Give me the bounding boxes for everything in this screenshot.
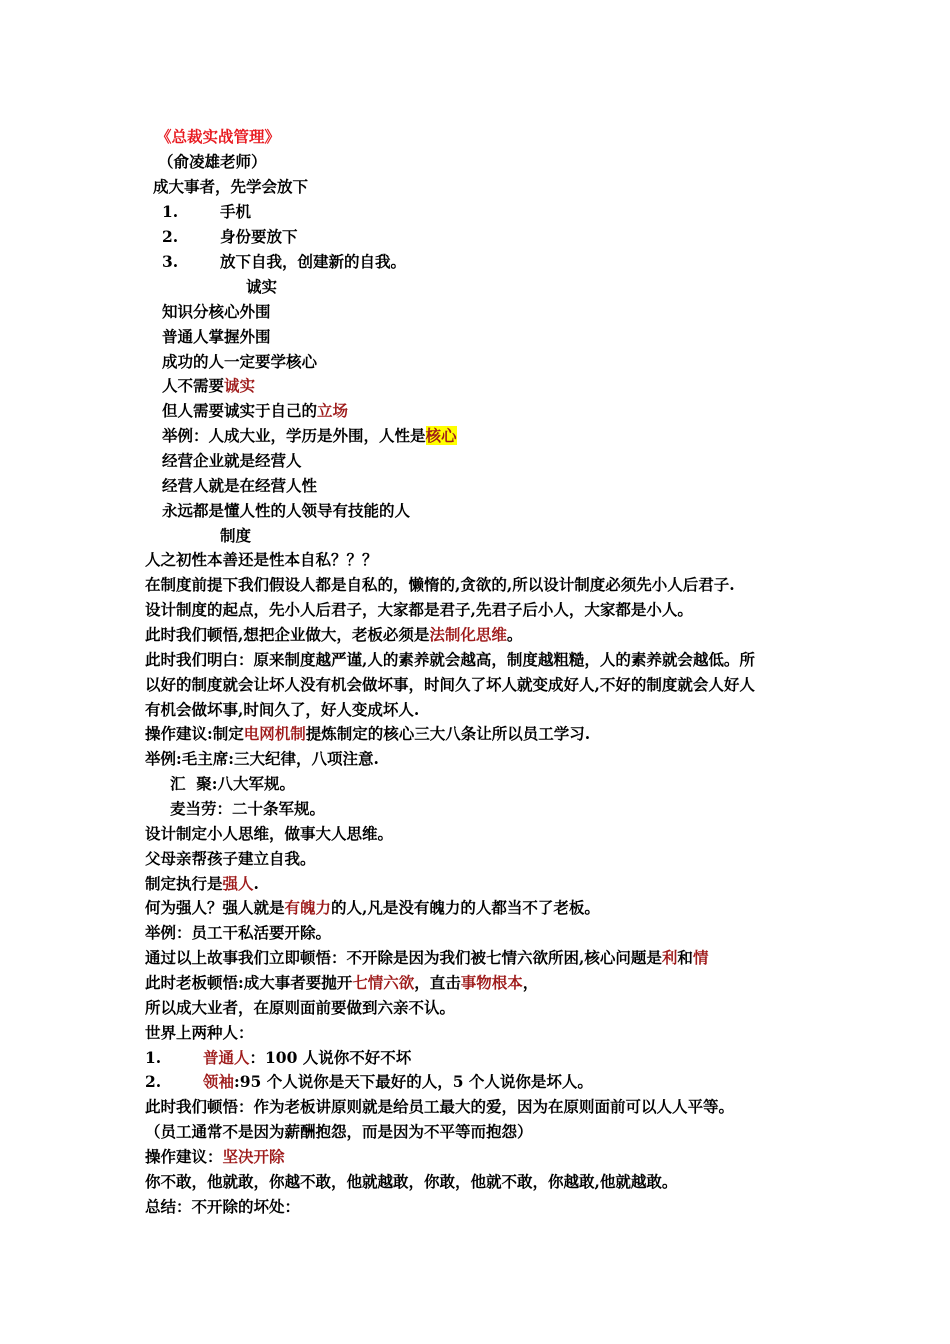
text: 和 (677, 948, 693, 967)
para-23: 总结：不开除的坏处： (145, 1197, 301, 1216)
text: 此时老板顿悟:成大事者要抛开 (145, 973, 353, 992)
title-text: 《总裁实战管理》 (156, 127, 281, 146)
list2-item-2 (145, 1072, 593, 1092)
emphasis: 七情六欲 (352, 973, 415, 992)
list-number: 3. (162, 252, 179, 271)
text: 人不需要 (162, 376, 225, 395)
emphasis: 电网机制 (243, 724, 306, 743)
emphasis: 普通人 (203, 1048, 250, 1067)
s1-line-8: 经营人就是在经营人性 (162, 476, 318, 495)
s1-line-7: 经营企业就是经营人 (162, 451, 302, 470)
emphasis: 立场 (317, 401, 349, 420)
s1-line-2: 普通人掌握外围 (162, 327, 271, 346)
text: ：100 人说你不好不坏 (249, 1048, 412, 1067)
para-21 (145, 1147, 285, 1167)
emphasis: 事物根本 (460, 973, 523, 992)
text: 提炼制定的核心三大八条让所以员工学习. (305, 724, 591, 743)
para-9: 麦当劳：二十条军规。 (170, 799, 326, 818)
para-5-line-2: 以好的制度就会让坏人没有机会做坏事，时间久了坏人就变成好人,不好的制度就会人好人 (145, 675, 755, 694)
doc-title (156, 127, 280, 147)
text: ，直击 (414, 973, 461, 992)
text: . (253, 874, 259, 893)
s1-line-9: 永远都是懂人性的人领导有技能的人 (162, 501, 411, 520)
intro-line: 成大事者，先学会放下 (153, 177, 309, 196)
list2-item-1 (145, 1048, 411, 1068)
para-19: 此时我们顿悟：作为老板讲原则就是给员工最大的爱，因为在原则面前可以人人平等。 (145, 1097, 735, 1116)
para-5-line-1: 此时我们明白：原来制度越严谨,人的素养就会越高，制度越粗糙，人的素养就会越低。所 (145, 650, 755, 669)
emphasis: 诚实 (224, 376, 256, 395)
text: 的人,凡是没有魄力的人都当不了老板。 (331, 898, 600, 917)
para-2: 在制度前提下我们假设人都是自私的，懒惰的,贪欲的,所以设计制度必须先小人后君子. (145, 575, 735, 594)
list-number: 1. (145, 1048, 162, 1067)
text: 操作建议： (145, 1147, 223, 1166)
text: 举例：人成大业，学历是外围，人性是 (162, 426, 426, 445)
list-text: 放下自我，创建新的自我。 (220, 252, 407, 271)
emphasis: 情 (692, 948, 709, 967)
author-line: （俞凌雄老师） (158, 152, 267, 171)
para-10: 设计制定小人思维，做事大人思维。 (145, 824, 394, 843)
para-15 (145, 948, 708, 968)
emphasis: 强人 (222, 874, 254, 893)
para-12 (145, 874, 259, 894)
list1-item-3 (162, 252, 406, 272)
s1-line-4 (162, 376, 255, 396)
para-8: 汇 聚:八大军规。 (170, 774, 296, 793)
emphasis: 领袖 (203, 1072, 235, 1091)
text: 操作建议:制定 (145, 724, 244, 743)
para-17: 所以成大业者，在原则面前要做到六亲不认。 (145, 998, 456, 1017)
para-5-line-3: 有机会做坏事,时间久了，好人变成坏人. (145, 700, 420, 719)
s1-line-3: 成功的人一定要学核心 (162, 352, 318, 371)
list-text: 身份要放下 (220, 227, 298, 246)
text: 此时我们顿悟,想把企业做大，老板必须是 (145, 625, 430, 644)
para-14: 举例：员工干私活要开除。 (145, 923, 332, 942)
emphasis: 法制化思维 (429, 625, 507, 644)
para-18: 世界上两种人： (145, 1023, 254, 1042)
text: 。 (506, 625, 523, 644)
text: 制定执行是 (145, 874, 223, 893)
para-11: 父母亲帮孩子建立自我。 (145, 849, 316, 868)
para-3: 设计制度的起点，先小人后君子，大家都是君子,先君子后小人，大家都是小人。 (145, 600, 693, 619)
list-number: 2. (162, 227, 179, 246)
para-20: （员工通常不是因为薪酬抱怨，而是因为不平等而抱怨） (145, 1122, 533, 1141)
emphasis: 利 (661, 948, 678, 967)
para-1: 人之初性本善还是性本自私？？？ (145, 550, 378, 569)
emphasis: 坚决开除 (222, 1147, 285, 1166)
list1-item-2 (162, 227, 298, 247)
para-16 (145, 973, 538, 993)
s1-line-6 (162, 426, 457, 446)
list-number: 2. (145, 1072, 162, 1091)
text: ， (522, 973, 539, 992)
s1-line-5 (162, 401, 348, 421)
para-13 (145, 898, 600, 918)
highlight: 核心 (425, 426, 457, 445)
heading-honesty: 诚实 (246, 277, 278, 296)
list1-item-1 (162, 202, 251, 222)
text: 何为强人？强人就是 (145, 898, 285, 917)
text: 通过以上故事我们立即顿悟：不开除是因为我们被七情六欲所困,核心问题是 (145, 948, 662, 967)
heading-system: 制度 (220, 526, 252, 545)
para-7: 举例:毛主席:三大纪律，八项注意. (145, 749, 379, 768)
emphasis: 有魄力 (284, 898, 332, 917)
para-22: 你不敢，他就敢，你越不敢，他就越敢，你敢，他就不敢，你越敢,他就越敢。 (145, 1172, 678, 1191)
text: :95 个人说你是天下最好的人，5 个人说你是坏人。 (234, 1072, 593, 1091)
list-text: 手机 (220, 202, 252, 221)
s1-line-1: 知识分核心外围 (162, 302, 271, 321)
para-4 (145, 625, 522, 645)
text: 但人需要诚实于自己的 (162, 401, 318, 420)
list-number: 1. (162, 202, 179, 221)
para-6 (145, 724, 590, 744)
